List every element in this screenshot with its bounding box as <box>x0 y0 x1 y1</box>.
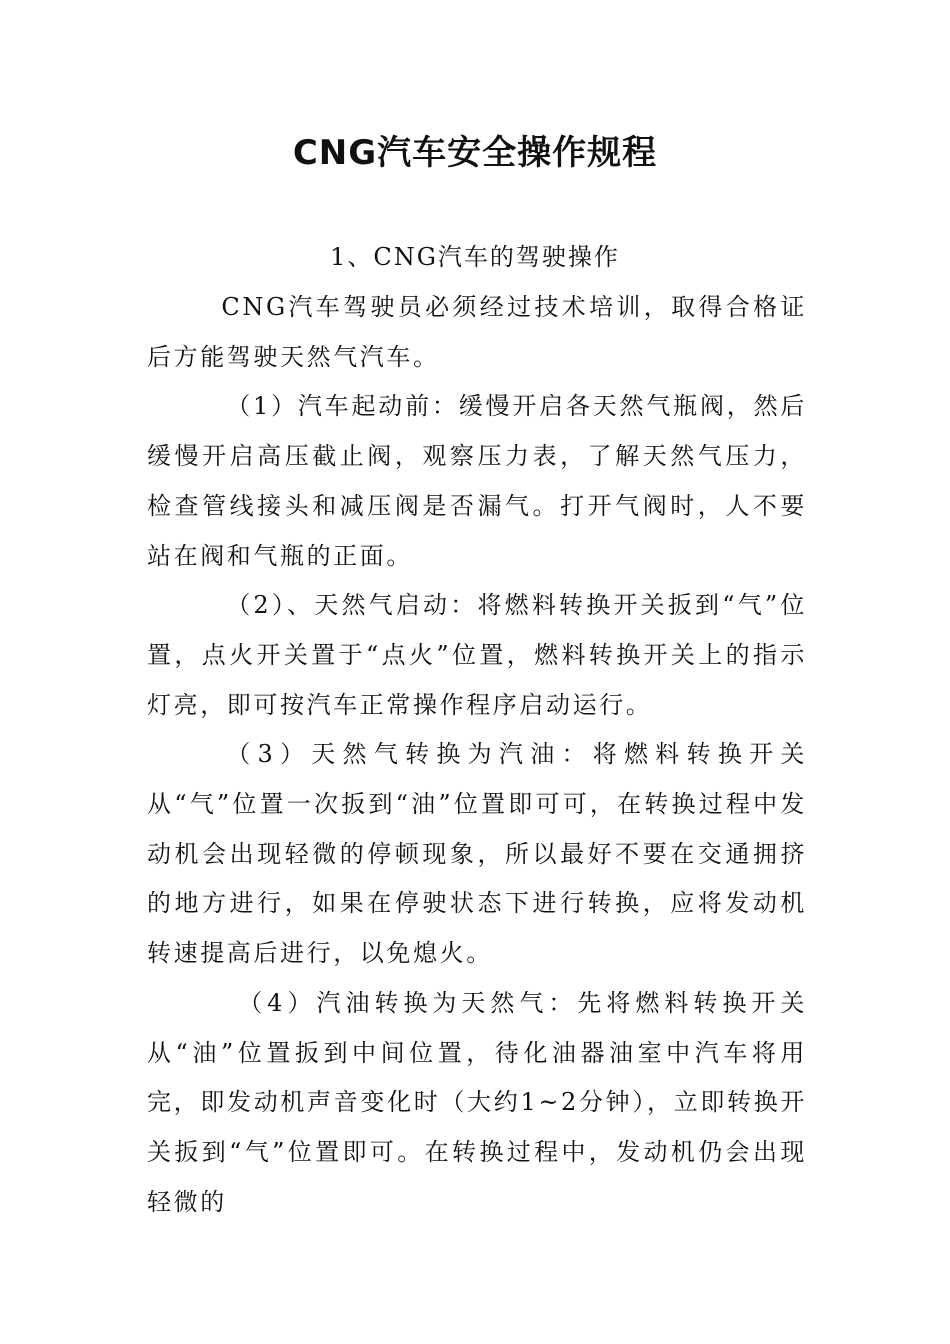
section-heading: 1、CNG汽车的驾驶操作 <box>330 243 620 271</box>
document-body <box>147 283 807 1227</box>
paragraph-gas-to-gasoline: （3）天然气转换为汽油：将燃料转换开关从“气”位置一次扳到“油”位置即可可，在转换过程中发动机会出现轻微的停顿现象，所以最好不要在交通拥挤的地方进行，如果在停驶状态下进行转换，应将发动机转速提高后进行，以免熄火。 <box>147 740 807 968</box>
paragraph-gasoline-to-gas: （4）汽油转换为天然气：先将燃料转换开关从“油”位置扳到中间位置，待化油器油室中汽车将用完，即发动机声音变化时（大约1~2分钟），立即转换开关扳到“气”位置即可。在转换过程中，发动机仍会出现轻微的 <box>147 988 807 1216</box>
paragraph-gas-start: （2）、天然气启动：将燃料转换开关扳到“气”位置，点火开关置于“点火”位置，燃料转换开关上的指示灯亮，即可按汽车正常操作程序启动运行。 <box>147 591 807 719</box>
document-title: CNG汽车安全操作规程 <box>292 133 658 173</box>
paragraph-before-start: （1）汽车起动前：缓慢开启各天然气瓶阀，然后缓慢开启高压截止阀，观察压力表，了解天然气压力，检查管线接头和减压阀是否漏气。打开气阀时，人不要站在阀和气瓶的正面。 <box>147 392 807 570</box>
paragraph-qualification: CNG汽车驾驶员必须经过技术培训，取得合格证后方能驾驶天然气汽车。 <box>147 293 807 371</box>
